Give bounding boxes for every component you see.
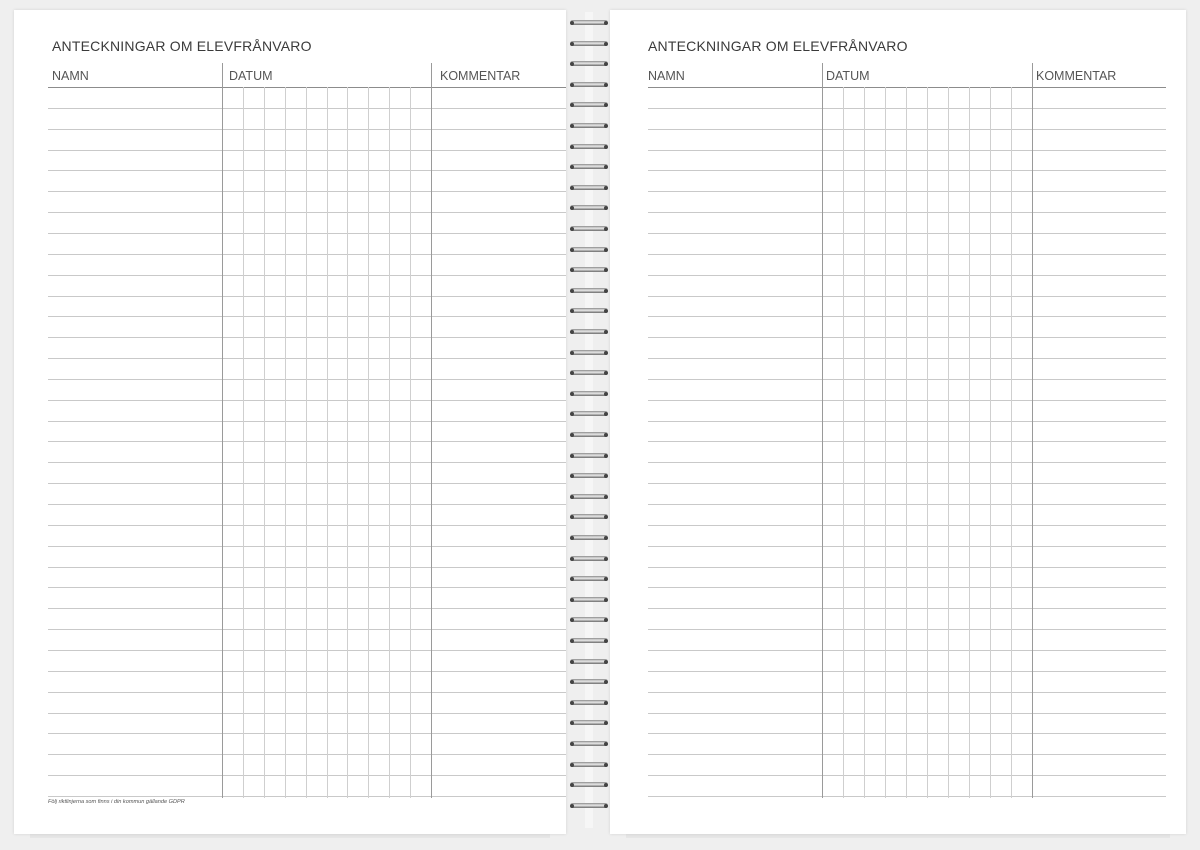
punch-hole-left	[570, 309, 574, 313]
right-row-line	[648, 796, 1166, 797]
punch-hole-right	[604, 145, 608, 149]
right-column-header-name: NAMN	[648, 69, 685, 83]
punch-hole-right	[604, 42, 608, 46]
right-row-line	[648, 296, 1166, 297]
punch-hole-right	[604, 227, 608, 231]
punch-hole-left	[570, 454, 574, 458]
spiral-coil	[570, 780, 608, 792]
left-row-line	[48, 775, 566, 776]
left-row-line	[48, 504, 566, 505]
left-row-line	[48, 608, 566, 609]
spiral-coil	[570, 615, 608, 627]
punch-hole-right	[604, 186, 608, 190]
left-row-line	[48, 337, 566, 338]
punch-hole-right	[604, 660, 608, 664]
spiral-coil	[570, 760, 608, 772]
punch-hole-left	[570, 42, 574, 46]
left-date-grid-line	[243, 87, 244, 798]
punch-hole-right	[604, 742, 608, 746]
coil-wire	[570, 617, 608, 622]
spiral-coil	[570, 183, 608, 195]
coil-wire	[570, 638, 608, 643]
punch-hole-left	[570, 701, 574, 705]
right-column-header-date: DATUM	[826, 69, 870, 83]
punch-hole-left	[570, 371, 574, 375]
right-row-line	[648, 170, 1166, 171]
punch-hole-left	[570, 742, 574, 746]
punch-hole-left	[570, 206, 574, 210]
left-row-line	[48, 379, 566, 380]
coil-wire	[570, 494, 608, 499]
right-date-grid-line	[864, 87, 865, 798]
left-row-line	[48, 483, 566, 484]
punch-hole-right	[604, 721, 608, 725]
left-row-line	[48, 421, 566, 422]
left-row-line	[48, 629, 566, 630]
punch-hole-right	[604, 351, 608, 355]
right-date-grid-line	[906, 87, 907, 798]
punch-hole-right	[604, 21, 608, 25]
coil-wire	[570, 432, 608, 437]
punch-hole-left	[570, 495, 574, 499]
punch-hole-left	[570, 21, 574, 25]
spiral-coil	[570, 245, 608, 257]
left-row-line	[48, 713, 566, 714]
spiral-coil	[570, 327, 608, 339]
right-row-line	[648, 483, 1166, 484]
coil-wire	[570, 514, 608, 519]
coil-wire	[570, 576, 608, 581]
coil-wire	[570, 741, 608, 746]
punch-hole-left	[570, 392, 574, 396]
left-date-grid-line	[410, 87, 411, 798]
spiral-coil	[570, 430, 608, 442]
right-row-line	[648, 275, 1166, 276]
right-column-divider-date	[822, 63, 823, 798]
spiral-coil	[570, 698, 608, 710]
punch-hole-right	[604, 392, 608, 396]
punch-hole-left	[570, 145, 574, 149]
punch-hole-right	[604, 598, 608, 602]
right-row-line	[648, 358, 1166, 359]
punch-hole-right	[604, 804, 608, 808]
left-date-grid-line	[264, 87, 265, 798]
punch-hole-right	[604, 268, 608, 272]
left-page-title: ANTECKNINGAR OM ELEVFRÅNVARO	[52, 38, 312, 54]
left-row-line	[48, 191, 566, 192]
punch-hole-left	[570, 412, 574, 416]
left-row-line	[48, 587, 566, 588]
coil-wire	[570, 144, 608, 149]
coil-wire	[570, 370, 608, 375]
left-row-line	[48, 671, 566, 672]
punch-hole-right	[604, 83, 608, 87]
spiral-coil	[570, 409, 608, 421]
punch-hole-left	[570, 124, 574, 128]
left-page	[14, 10, 566, 834]
spiral-coil	[570, 451, 608, 463]
punch-hole-left	[570, 227, 574, 231]
right-row-line	[648, 108, 1166, 109]
right-row-line	[648, 150, 1166, 151]
left-row-line	[48, 525, 566, 526]
coil-wire	[570, 411, 608, 416]
left-column-header-comment: KOMMENTAR	[440, 69, 521, 83]
punch-hole-left	[570, 330, 574, 334]
spiral-coil	[570, 533, 608, 545]
right-column-divider-comment	[1032, 63, 1033, 798]
punch-hole-left	[570, 639, 574, 643]
coil-wire	[570, 185, 608, 190]
punch-hole-right	[604, 536, 608, 540]
spiral-coil	[570, 801, 608, 813]
punch-hole-left	[570, 268, 574, 272]
spiral-coil	[570, 265, 608, 277]
spiral-coil	[570, 203, 608, 215]
punch-hole-right	[604, 165, 608, 169]
right-date-grid-line	[885, 87, 886, 798]
right-date-grid-line	[1011, 87, 1012, 798]
right-date-grid-line	[948, 87, 949, 798]
punch-hole-right	[604, 412, 608, 416]
punch-hole-right	[604, 783, 608, 787]
coil-wire	[570, 659, 608, 664]
left-row-line	[48, 796, 566, 797]
punch-hole-left	[570, 577, 574, 581]
punch-hole-left	[570, 598, 574, 602]
coil-wire	[570, 41, 608, 46]
punch-hole-left	[570, 289, 574, 293]
spiral-coil	[570, 306, 608, 318]
punch-hole-right	[604, 289, 608, 293]
punch-hole-left	[570, 474, 574, 478]
punch-hole-left	[570, 680, 574, 684]
spiral-coil	[570, 512, 608, 524]
left-row-line	[48, 296, 566, 297]
right-row-line	[648, 441, 1166, 442]
right-row-line	[648, 421, 1166, 422]
punch-hole-right	[604, 206, 608, 210]
punch-hole-left	[570, 557, 574, 561]
coil-wire	[570, 226, 608, 231]
punch-hole-right	[604, 103, 608, 107]
left-column-header-name: NAMN	[52, 69, 89, 83]
punch-hole-right	[604, 433, 608, 437]
left-row-line	[48, 108, 566, 109]
right-date-grid-line	[990, 87, 991, 798]
punch-hole-right	[604, 62, 608, 66]
punch-hole-right	[604, 515, 608, 519]
coil-wire	[570, 597, 608, 602]
left-date-grid-line	[327, 87, 328, 798]
punch-hole-left	[570, 660, 574, 664]
right-row-line	[648, 671, 1166, 672]
left-row-line	[48, 400, 566, 401]
right-row-line	[648, 733, 1166, 734]
punch-hole-right	[604, 639, 608, 643]
punch-hole-left	[570, 62, 574, 66]
right-row-line	[648, 337, 1166, 338]
coil-wire	[570, 20, 608, 25]
punch-hole-right	[604, 454, 608, 458]
spiral-coil	[570, 18, 608, 30]
spiral-coil	[570, 162, 608, 174]
right-row-line	[648, 400, 1166, 401]
left-date-grid-line	[347, 87, 348, 798]
spiral-coil	[570, 80, 608, 92]
punch-hole-right	[604, 248, 608, 252]
right-header-rule	[648, 87, 1166, 88]
punch-hole-right	[604, 474, 608, 478]
right-row-line	[648, 754, 1166, 755]
right-row-line	[648, 233, 1166, 234]
punch-hole-right	[604, 557, 608, 561]
coil-wire	[570, 556, 608, 561]
coil-wire	[570, 679, 608, 684]
left-row-line	[48, 358, 566, 359]
right-date-grid-line	[843, 87, 844, 798]
left-date-grid-line	[389, 87, 390, 798]
spiral-coil	[570, 574, 608, 586]
left-row-line	[48, 212, 566, 213]
punch-hole-left	[570, 536, 574, 540]
coil-wire	[570, 350, 608, 355]
spiral-coil	[570, 100, 608, 112]
coil-wire	[570, 164, 608, 169]
left-header-rule	[48, 87, 566, 88]
left-date-grid-line	[306, 87, 307, 798]
coil-wire	[570, 782, 608, 787]
left-row-line	[48, 129, 566, 130]
gdpr-footer-note: Följ riktlinjerna som finns i din kommun gällande GDPR	[48, 799, 185, 805]
right-row-line	[648, 567, 1166, 568]
punch-hole-right	[604, 330, 608, 334]
punch-hole-left	[570, 783, 574, 787]
left-row-line	[48, 233, 566, 234]
spiral-binding	[565, 12, 613, 828]
left-row-line	[48, 441, 566, 442]
left-row-line	[48, 733, 566, 734]
left-row-line	[48, 316, 566, 317]
coil-wire	[570, 205, 608, 210]
punch-hole-left	[570, 804, 574, 808]
spiral-coil	[570, 554, 608, 566]
punch-hole-left	[570, 618, 574, 622]
coil-wire	[570, 123, 608, 128]
punch-hole-right	[604, 577, 608, 581]
punch-hole-left	[570, 763, 574, 767]
coil-wire	[570, 288, 608, 293]
right-row-line	[648, 692, 1166, 693]
left-column-divider-date	[222, 63, 223, 798]
coil-wire	[570, 247, 608, 252]
left-row-line	[48, 150, 566, 151]
spiral-coil	[570, 39, 608, 51]
spiral-coil	[570, 389, 608, 401]
coil-wire	[570, 61, 608, 66]
coil-wire	[570, 720, 608, 725]
punch-hole-left	[570, 248, 574, 252]
right-row-line	[648, 775, 1166, 776]
coil-wire	[570, 762, 608, 767]
coil-wire	[570, 700, 608, 705]
spiral-coil	[570, 121, 608, 133]
left-column-header-date: DATUM	[229, 69, 273, 83]
punch-hole-left	[570, 165, 574, 169]
coil-wire	[570, 803, 608, 808]
punch-hole-left	[570, 351, 574, 355]
spiral-coil	[570, 348, 608, 360]
right-row-line	[648, 713, 1166, 714]
punch-hole-left	[570, 83, 574, 87]
right-row-line	[648, 525, 1166, 526]
coil-wire	[570, 308, 608, 313]
left-row-line	[48, 275, 566, 276]
right-row-line	[648, 608, 1166, 609]
left-row-line	[48, 254, 566, 255]
left-date-grid-line	[368, 87, 369, 798]
punch-hole-left	[570, 433, 574, 437]
punch-hole-left	[570, 721, 574, 725]
right-row-line	[648, 129, 1166, 130]
left-row-line	[48, 754, 566, 755]
right-row-line	[648, 254, 1166, 255]
right-date-grid-line	[927, 87, 928, 798]
right-page	[610, 10, 1186, 834]
punch-hole-right	[604, 309, 608, 313]
right-date-grid-line	[969, 87, 970, 798]
right-row-line	[648, 587, 1166, 588]
left-row-line	[48, 546, 566, 547]
right-row-line	[648, 650, 1166, 651]
punch-hole-right	[604, 763, 608, 767]
right-column-header-comment: KOMMENTAR	[1036, 69, 1117, 83]
spiral-coil	[570, 636, 608, 648]
spiral-coil	[570, 224, 608, 236]
punch-hole-right	[604, 124, 608, 128]
spiral-coil	[570, 657, 608, 669]
left-row-line	[48, 462, 566, 463]
right-row-line	[648, 462, 1166, 463]
spiral-coil	[570, 286, 608, 298]
spiral-coil	[570, 718, 608, 730]
punch-hole-right	[604, 618, 608, 622]
left-column-divider-comment	[431, 63, 432, 798]
punch-hole-right	[604, 701, 608, 705]
spiral-coil	[570, 739, 608, 751]
coil-wire	[570, 267, 608, 272]
right-row-line	[648, 191, 1166, 192]
coil-wire	[570, 473, 608, 478]
coil-wire	[570, 329, 608, 334]
punch-hole-left	[570, 186, 574, 190]
left-row-line	[48, 567, 566, 568]
punch-hole-right	[604, 495, 608, 499]
punch-hole-right	[604, 371, 608, 375]
right-row-line	[648, 379, 1166, 380]
spiral-coil	[570, 471, 608, 483]
right-row-line	[648, 629, 1166, 630]
punch-hole-left	[570, 515, 574, 519]
right-page-title: ANTECKNINGAR OM ELEVFRÅNVARO	[648, 38, 908, 54]
coil-wire	[570, 535, 608, 540]
spiral-coil	[570, 492, 608, 504]
right-row-line	[648, 546, 1166, 547]
coil-wire	[570, 82, 608, 87]
left-row-line	[48, 692, 566, 693]
punch-hole-right	[604, 680, 608, 684]
spiral-coil	[570, 59, 608, 71]
left-row-line	[48, 170, 566, 171]
coil-wire	[570, 102, 608, 107]
left-row-line	[48, 650, 566, 651]
punch-hole-left	[570, 103, 574, 107]
spiral-coil	[570, 595, 608, 607]
left-date-grid-line	[285, 87, 286, 798]
spiral-coil	[570, 677, 608, 689]
spiral-coil	[570, 142, 608, 154]
coil-wire	[570, 453, 608, 458]
right-row-line	[648, 504, 1166, 505]
right-row-line	[648, 212, 1166, 213]
spiral-coil	[570, 368, 608, 380]
coil-wire	[570, 391, 608, 396]
right-row-line	[648, 316, 1166, 317]
